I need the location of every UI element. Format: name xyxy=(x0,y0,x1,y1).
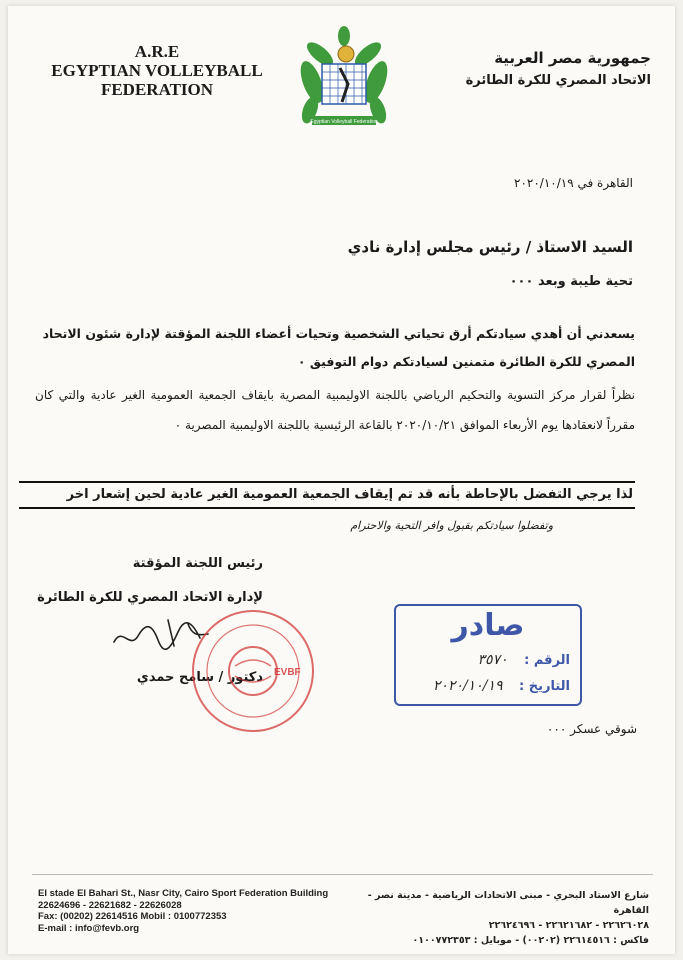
header-en-line1: A.R.E xyxy=(134,42,180,61)
stamp-date-row xyxy=(433,678,570,694)
footer-english xyxy=(38,888,338,934)
logo-caption: Egyptian Volleyball Federation xyxy=(310,119,378,125)
letter-page xyxy=(8,6,675,954)
paragraph-2: نظراً لقرار مركز التسوية والتحكيم الرياضي باللجنة الاوليمبية المصرية بايقاف الجمعية العمومية الغير عادية والتي كان مقرراً لانعقادها يوم الأربعاء الموافق ٢٠٢٠/١٠/٢١ بالقاعة الرئيسية باللجنة الاوليمبية المصرية ٠ xyxy=(35,388,635,432)
seal-text: EVBF xyxy=(274,667,301,678)
signatory-name: دكتور / سامح حمدي xyxy=(136,670,263,685)
footer-en-email: E-mail : info@fevb.org xyxy=(38,922,140,934)
volleyball-federation-logo-icon xyxy=(290,24,398,136)
signatory-organization: لإدارة الاتحاد المصري للكرة الطائرة xyxy=(37,590,263,605)
footer-ar-phones: ٢٢٦٢٦٠٢٨ - ٢٢٦٢١٦٨٢ - ٢٢٦٢٤٦٩٦ xyxy=(488,920,649,931)
footer-en-phones: 22624696 - 22621682 - 22626028 xyxy=(38,899,182,911)
letter-date: القاهرة في ٢٠٢٠/١٠/١٩ xyxy=(514,176,633,190)
stamp-date-value: ٢٠٢٠/١٠/١٩ xyxy=(432,678,503,694)
federation-seal-icon xyxy=(188,606,318,736)
paragraph-1: يسعدني أن أهدي سيادتكم أرق تحياتي الشخصية وتحيات أعضاء اللجنة المؤقتة لإدارة شئون الاتحاد المصري للكرة الطائرة متمنين لسيادتكم دوام التوفيق ٠ xyxy=(42,326,635,369)
carbon-copy: شوقي عسكر ٠٠٠ xyxy=(546,722,637,736)
header-arabic xyxy=(451,46,651,92)
footer-en-address: El stade El Bahari St., Nasr City, Cairo Sport Federation Building xyxy=(38,888,329,899)
header-en-line3: FEDERATION xyxy=(100,80,214,99)
header-ar-line2: الاتحاد المصري للكرة الطائرة xyxy=(465,73,651,88)
stamp-number-row xyxy=(478,652,570,668)
notice-statement: لذا يرجي التفضل بالإحاطة بأنه قد تم إيقاف الجمعية العمومية الغير عادية لحين إشعار اخر xyxy=(19,481,635,509)
stamp-number-label: الرقم : xyxy=(524,653,570,668)
header-english xyxy=(42,42,272,99)
header-ar-line1: جمهورية مصر العربية xyxy=(494,49,651,67)
stamp-number-value: ٣٥٧٠ xyxy=(477,652,508,668)
footer-ar-fax: فاكس : ٢٢٦١٤٥١٦ (٠٠٢٠٢) - موبايل : ٠١٠٠٧٧٢٣٥٣ xyxy=(412,935,649,946)
footer-en-fax: Fax: (00202) 22614516 Mobil : 0100772353 xyxy=(38,911,227,922)
footer-ar-address: شارع الاستاد البحري - مبنى الاتحادات الرياضية - مدينة نصر - القاهرة xyxy=(367,890,649,916)
footer-arabic xyxy=(349,888,649,948)
closing-line: وتفضلوا سيادتكم بقبول وافر التحية والاحترام xyxy=(350,519,553,532)
signatory-title: رئيس اللجنة المؤقتة xyxy=(132,556,263,571)
outgoing-stamp xyxy=(394,604,582,706)
addressee: السيد الاستاذ / رئيس مجلس إدارة نادي xyxy=(347,238,633,256)
header-en-line2: EGYPTIAN VOLLEYBALL xyxy=(51,61,263,80)
stamp-date-label: التاريخ : xyxy=(519,679,570,694)
footer-divider xyxy=(32,874,653,875)
greeting: تحية طيبة وبعد ٠٠٠ xyxy=(509,274,633,289)
stamp-title: صادر xyxy=(451,608,525,643)
